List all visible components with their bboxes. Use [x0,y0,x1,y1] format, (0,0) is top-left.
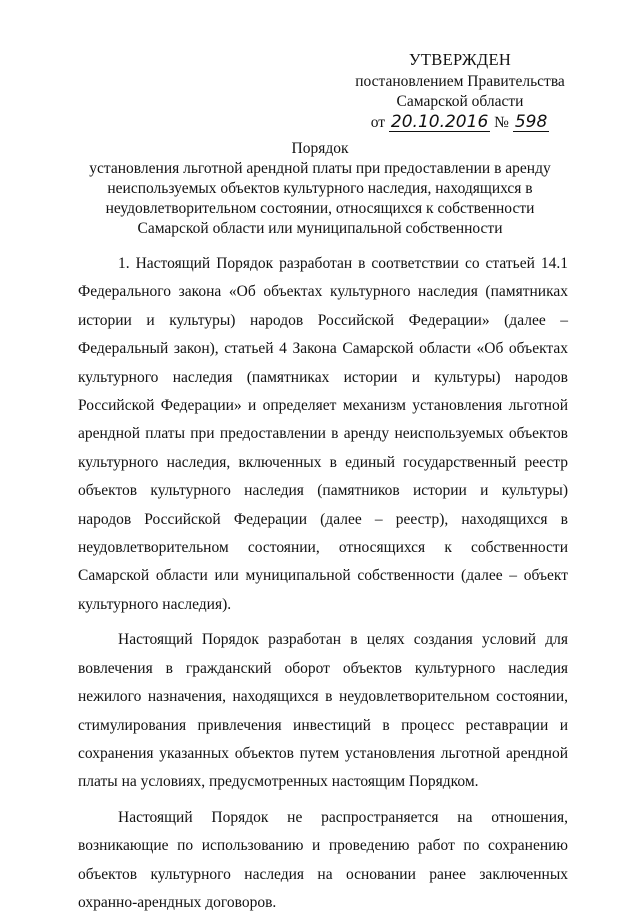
paragraph-2: Настоящий Порядок разработан в целях создания условий для вовлечения в гражданский оборот объектов культурного наследия нежилого назначения, находящихся в неудовлетворительном состоянии, стимулирования привлечения инвестиций в процесс реставрации и сохранения указанных объектов путем установления льготной арендной платы на условиях, предусмотренных настоящим Порядком. [78,631,568,791]
paragraph-1: 1. Настоящий Порядок разработан в соответствии со статьей 14.1 Федерального закона «Об объектах культурного наследия (памятниках истории и культуры) народов Российской Федерации» (далее – Федеральный закон), статьей 4 Закона Самарской области «Об объектах культурного наследия (памятниках истории и культуры) народов Российской Федерации» и определяет механизм установления льготной арендной платы при предоставлении в аренду неиспользуемых объектов культурного наследия, включенных в единый государственный реестр объектов культурного наследия (памятников истории и культуры) народов Российской Федерации (далее – реестр), находящихся в неудовлетворительном состоянии, относящихся к собственности Самарской области или муниципальной собственности (далее – объект культурного наследия). [78,255,568,613]
approval-heading: УТВЕРЖДЕН [408,50,512,69]
date-prefix: от [370,114,386,131]
handwritten-number: 598 [514,112,548,132]
title-line-5: Самарской области или муниципальной собственности [137,220,503,237]
approval-date-line [340,113,580,133]
approval-line-1: постановлением Правительства [355,73,565,90]
document-body [78,250,568,917]
approval-line-2: Самарской области [396,93,524,110]
document-title [80,139,560,239]
title-line-1: Порядок [291,140,349,157]
paragraph-3: Настоящий Порядок не распространяется на отношения, возникающие по использованию и проведению работ по сохранению объектов культурного наследия на основании ранее заключенных охранно-арендных договоров. [78,808,568,911]
handwritten-date: 20.10.2016 [390,112,489,132]
title-line-3: неиспользуемых объектов культурного наследия, находящихся в [107,180,533,197]
title-line-4: неудовлетворительном состоянии, относящихся к собственности [105,200,535,217]
title-line-2: установления льготной арендной платы при предоставлении в аренду [89,160,551,177]
number-prefix: № [494,114,509,131]
approval-block [340,50,580,133]
